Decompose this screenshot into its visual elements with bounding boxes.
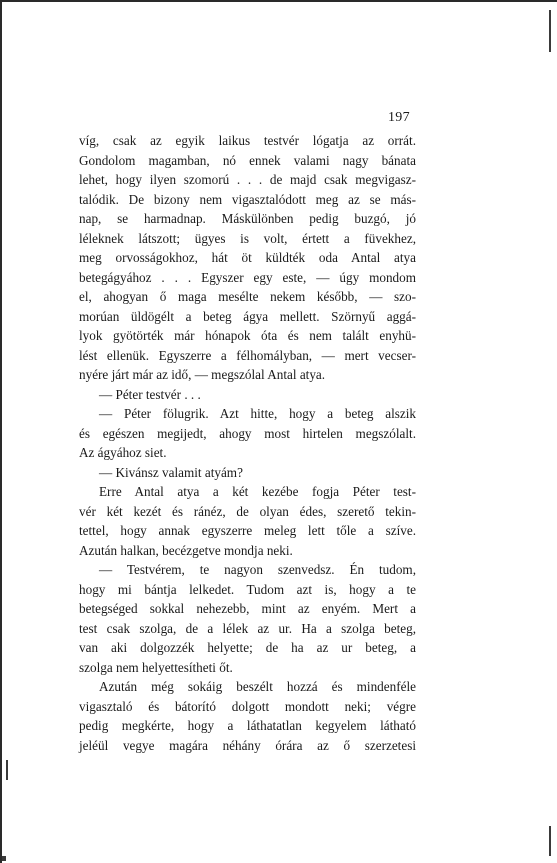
page-number: 197 xyxy=(388,110,410,125)
text-line: betegágyához . . . Egyszer egy este, — úgy mondom xyxy=(79,269,416,285)
text-line: Azután még sokáig beszélt hozzá és mindenféle xyxy=(99,679,416,694)
text-line: — Kivánsz valamit atyám? xyxy=(99,464,243,480)
text-line: — Testvérem, te nagyon szenvedsz. Én tudom, xyxy=(99,562,416,577)
text-line: lyok gyötörték már hónapok óta és nem talált enyhü- xyxy=(79,328,416,343)
body-text xyxy=(79,131,416,755)
text-line: jeléül vegye magára néhány órára az ő szerzetesi xyxy=(79,737,416,753)
text-line: Erre Antal atya a két kezébe fogja Péter test- xyxy=(99,484,416,499)
text-line: meg orvosságokhoz, hát öt küldték oda Antal atya xyxy=(79,250,416,265)
text-line: pedig megkérte, hogy a láthatatlan kegyelem látható xyxy=(79,718,416,733)
text-line: léleknek látszott; ügyes is volt, értett a füvekhez, xyxy=(79,230,416,246)
text-line: vigasztaló és bátorító dolgott mondott neki; végre xyxy=(79,698,416,714)
scan-mark-bottom-left xyxy=(2,856,6,861)
text-line: nyére járt már az idő, — megszólal Antal atya. xyxy=(79,367,326,382)
text-line: betegséged sokkal nehezebb, mint az enyém. Mert a xyxy=(79,601,416,616)
text-line: nap, se harmadnap. Máskülönben pedig buzgó, jó xyxy=(79,211,416,226)
page-edge-top xyxy=(0,0,557,2)
text-line: és egészen megijedt, ahogy most hirtelen megszólalt. xyxy=(79,425,416,441)
text-line: lést ellenük. Egyszerre a félhomályban, — mert vecser- xyxy=(79,347,416,363)
text-line: Gondolom magamban, nó ennek valami nagy bánata xyxy=(79,152,416,168)
scan-mark-right-bottom xyxy=(549,826,551,856)
text-line: el, ahogyan ő maga mesélte nekem később, — szo- xyxy=(79,289,416,304)
text-line: víg, csak az egyik laikus testvér lógatja az orrát. xyxy=(79,133,416,148)
page-edge-left xyxy=(0,0,2,863)
text-line: tettel, hogy annak egyszerre meleg lett tőle a szíve. xyxy=(79,523,416,538)
text-line: morúan üldögélt a beteg ágya mellett. Szörnyű aggá- xyxy=(79,308,416,324)
text-line: szolga nem helyettesítheti őt. xyxy=(79,659,233,675)
text-line: Azután halkan, becézgetve mondja neki. xyxy=(79,542,293,558)
text-line: — Péter testvér . . . xyxy=(99,386,201,402)
scan-mark-left-mid xyxy=(6,760,8,780)
text-line: hogy mi bántja lelkedet. Tudom azt is, hogy a te xyxy=(79,581,416,597)
text-line: van aki dolgozzék helyette; de ha az ur beteg, a xyxy=(79,640,416,655)
text-line: — Péter fölugrik. Azt hitte, hogy a beteg alszik xyxy=(99,406,416,421)
text-line: talódik. De bizony nem vigasztalódott meg az se más- xyxy=(79,191,416,207)
text-line: Az ágyához siet. xyxy=(79,445,167,460)
scan-mark-right-top xyxy=(549,10,551,52)
text-line: test csak szolga, de a lélek az ur. Ha a szolga beteg, xyxy=(79,620,416,636)
text-line: vér két kezét és ránéz, de olyan édes, szerető tekin- xyxy=(79,503,416,519)
text-line: lehet, hogy ilyen szomorú . . . de majd csak megvigasz- xyxy=(79,172,416,187)
